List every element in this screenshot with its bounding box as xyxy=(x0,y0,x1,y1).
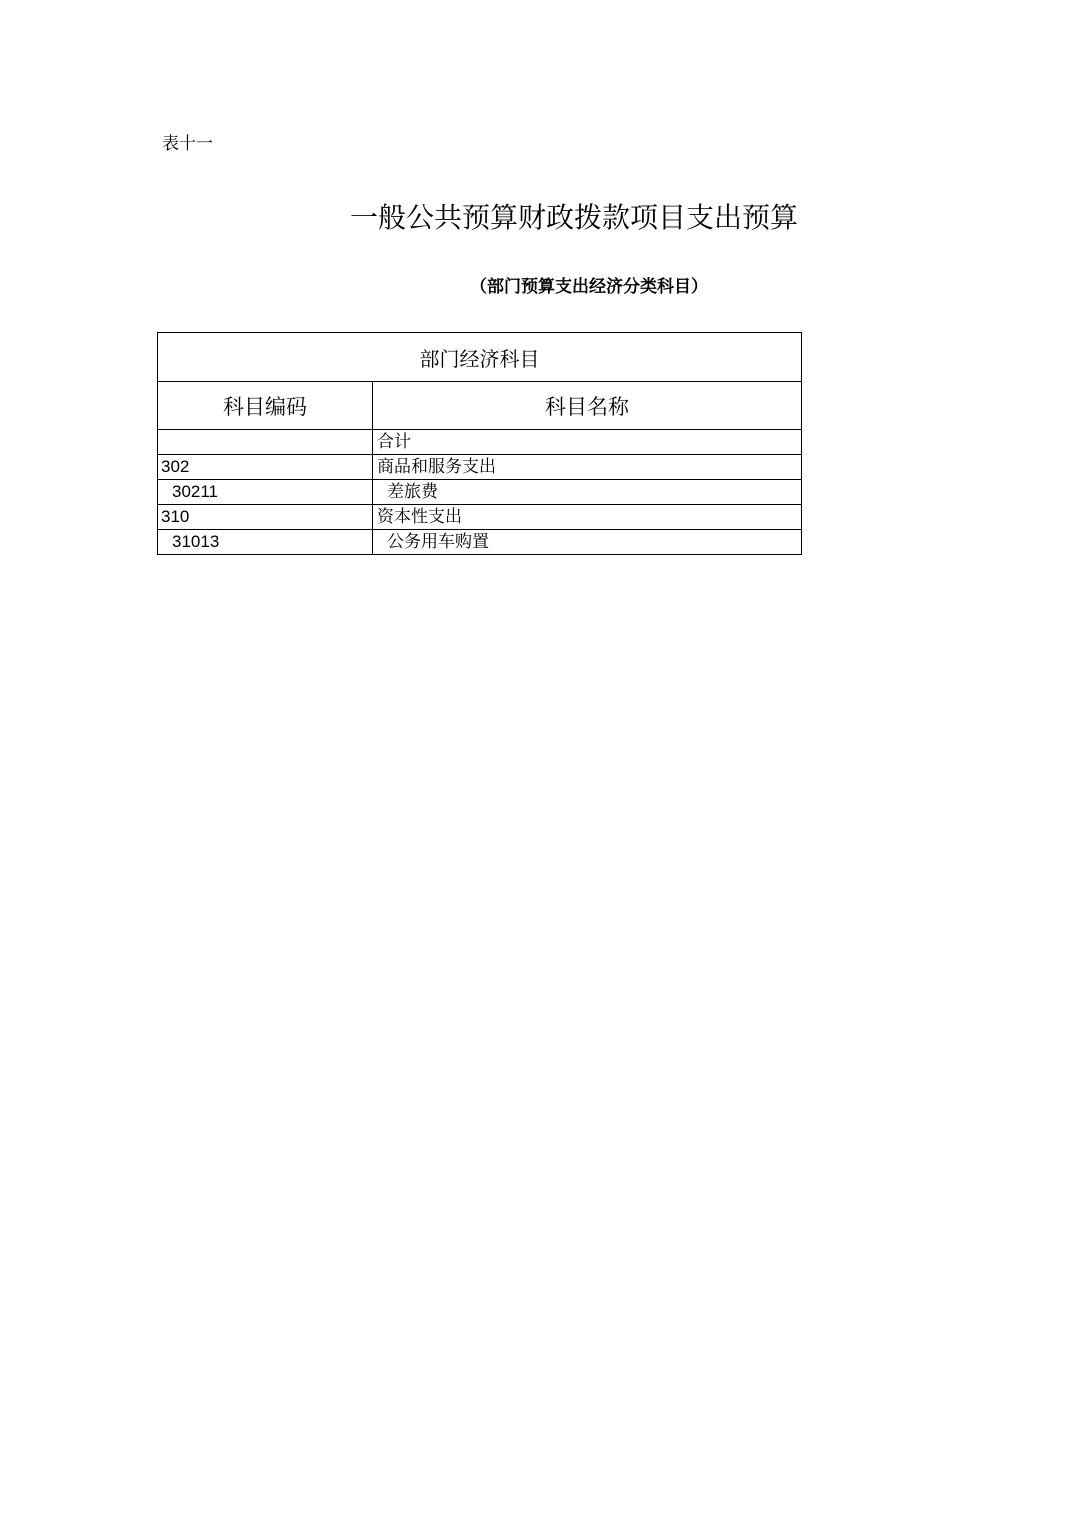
table-row xyxy=(158,455,802,480)
table-number-label: 表十一 xyxy=(162,134,213,154)
subject-name-cell: 资本性支出 xyxy=(373,505,802,530)
table-group-header-row xyxy=(158,333,802,382)
subject-code-cell: 30211 xyxy=(158,480,373,505)
document-title: 一般公共预算财政拨款项目支出预算 xyxy=(350,201,799,234)
subject-code-cell: 310 xyxy=(158,505,373,530)
title-container xyxy=(350,198,802,242)
subject-name-cell: 商品和服务支出 xyxy=(373,455,802,480)
document-subtitle: （部门预算支出经济分类科目） xyxy=(470,277,708,297)
subject-code-cell: 302 xyxy=(158,455,373,480)
economic-classification-table xyxy=(157,332,802,555)
subject-code-cell: 31013 xyxy=(158,530,373,555)
column-header-code: 科目编码 xyxy=(158,382,373,430)
table-row xyxy=(158,480,802,505)
table-row xyxy=(158,505,802,530)
subject-name-cell: 差旅费 xyxy=(373,480,802,505)
subject-code-cell xyxy=(158,430,373,455)
table-row xyxy=(158,530,802,555)
group-header-cell: 部门经济科目 xyxy=(158,333,802,382)
column-header-name: 科目名称 xyxy=(373,382,802,430)
subject-name-cell: 合计 xyxy=(373,430,802,455)
table-header-row xyxy=(158,382,802,430)
subject-name-cell: 公务用车购置 xyxy=(373,530,802,555)
table-row xyxy=(158,430,802,455)
